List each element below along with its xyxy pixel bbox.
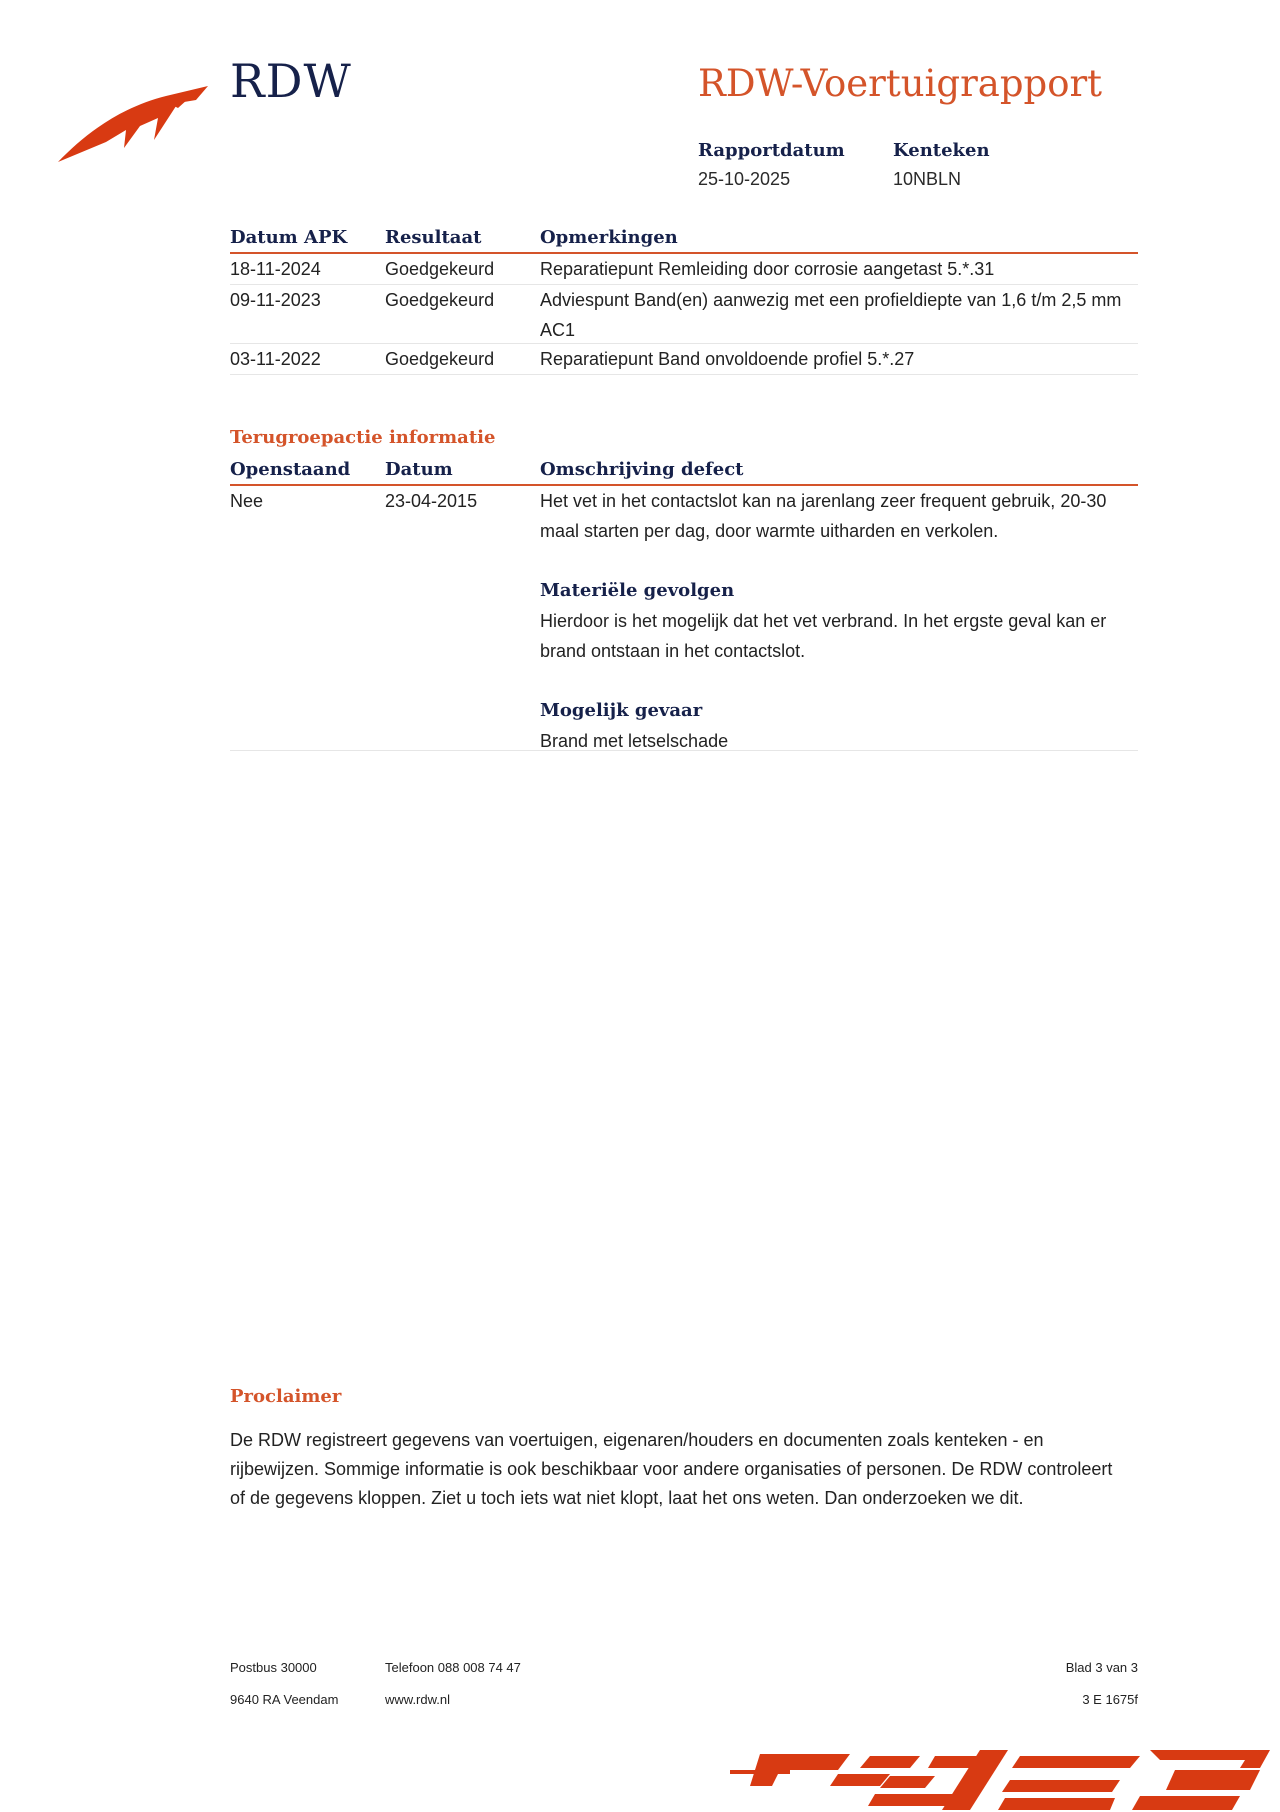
footer-plaats: 9640 RA Veendam <box>230 1692 339 1707</box>
footer-blad: Blad 3 van 3 <box>1065 1660 1138 1675</box>
table-row <box>230 486 1138 751</box>
apk-header-resultaat: Resultaat <box>385 227 482 248</box>
brand-name: RDW <box>230 54 352 108</box>
footer-website: www.rdw.nl <box>385 1692 451 1707</box>
rapportdatum-label: Rapportdatum <box>698 140 845 161</box>
rapportdatum-value-block <box>698 164 790 192</box>
table-row <box>230 285 1138 344</box>
footer-postbus: Postbus 30000 <box>230 1660 317 1675</box>
footer-telefoon: Telefoon 088 008 74 47 <box>385 1660 521 1675</box>
rapportdatum-value: 25-10-2025 <box>698 169 791 189</box>
proclaimer-text: De RDW registreert gegevens van voertuigen, eigenaren/houders en documenten zoals kenteken - en rijbewijzen. Sommige informatie is ook beschikbaar voor andere organisaties of personen. De RDW controleert of de gegevens kloppen. Ziet u toch iets wat niet klopt, laat het ons weten. Dan onderzoeken we dit. <box>230 1430 1113 1508</box>
kenteken-value: 10NBLN <box>893 169 962 189</box>
apk-table-header <box>230 224 1138 254</box>
gevolgen-title: Materiële gevolgen <box>540 580 735 601</box>
footer-code: 3 E 1675f <box>1082 1692 1138 1707</box>
apk-datum: 18-11-2024 <box>230 259 321 279</box>
proclaimer-title: Proclaimer <box>230 1386 342 1407</box>
kenteken-value-block <box>893 164 961 192</box>
recall-header-omschrijving: Omschrijving defect <box>540 459 744 480</box>
table-row <box>230 254 1138 285</box>
apk-resultaat: Goedgekeurd <box>385 259 495 279</box>
decorative-stripes-icon <box>720 1740 1280 1812</box>
recall-table-header <box>230 456 1138 486</box>
kenteken-block <box>893 138 990 164</box>
recall-details <box>540 486 1125 756</box>
document-title: RDW-Voertuigrapport <box>698 62 1103 105</box>
rdw-logo-icon <box>58 78 208 164</box>
apk-table <box>230 224 1138 375</box>
recall-datum: 23-04-2015 <box>385 491 478 511</box>
apk-opmerking: Adviespunt Band(en) aanwezig met een profieldiepte van 1,6 t/m 2,5 mm AC1 <box>540 290 1122 340</box>
kenteken-label: Kenteken <box>893 140 990 161</box>
recall-section-title: Terugroepactie informatie <box>230 427 496 448</box>
apk-opmerking: Reparatiepunt Band onvoldoende profiel 5.*.27 <box>540 349 915 369</box>
apk-resultaat: Goedgekeurd <box>385 349 495 369</box>
apk-opmerking: Reparatiepunt Remleiding door corrosie aangetast 5.*.31 <box>540 259 995 279</box>
apk-header-opmerkingen: Opmerkingen <box>540 227 678 248</box>
recall-openstaand: Nee <box>230 491 264 511</box>
apk-datum: 09-11-2023 <box>230 290 321 310</box>
gevaar-title: Mogelijk gevaar <box>540 700 703 721</box>
apk-datum: 03-11-2022 <box>230 349 321 369</box>
rapportdatum-block <box>698 138 845 164</box>
apk-resultaat: Goedgekeurd <box>385 290 495 310</box>
table-row <box>230 344 1138 375</box>
recall-omschrijving: Het vet in het contactslot kan na jarenlang zeer frequent gebruik, 20-30 maal starten per dag, door warmte uitharden en verkolen. <box>540 491 1107 541</box>
apk-header-datum: Datum APK <box>230 227 348 248</box>
recall-header-openstaand: Openstaand <box>230 459 351 480</box>
gevaar-text: Brand met letselschade <box>540 731 729 751</box>
recall-header-datum: Datum <box>385 459 453 480</box>
gevolgen-text: Hierdoor is het mogelijk dat het vet verbrand. In het ergste geval kan er brand ontstaan in het contactslot. <box>540 611 1107 661</box>
recall-table <box>230 456 1138 751</box>
